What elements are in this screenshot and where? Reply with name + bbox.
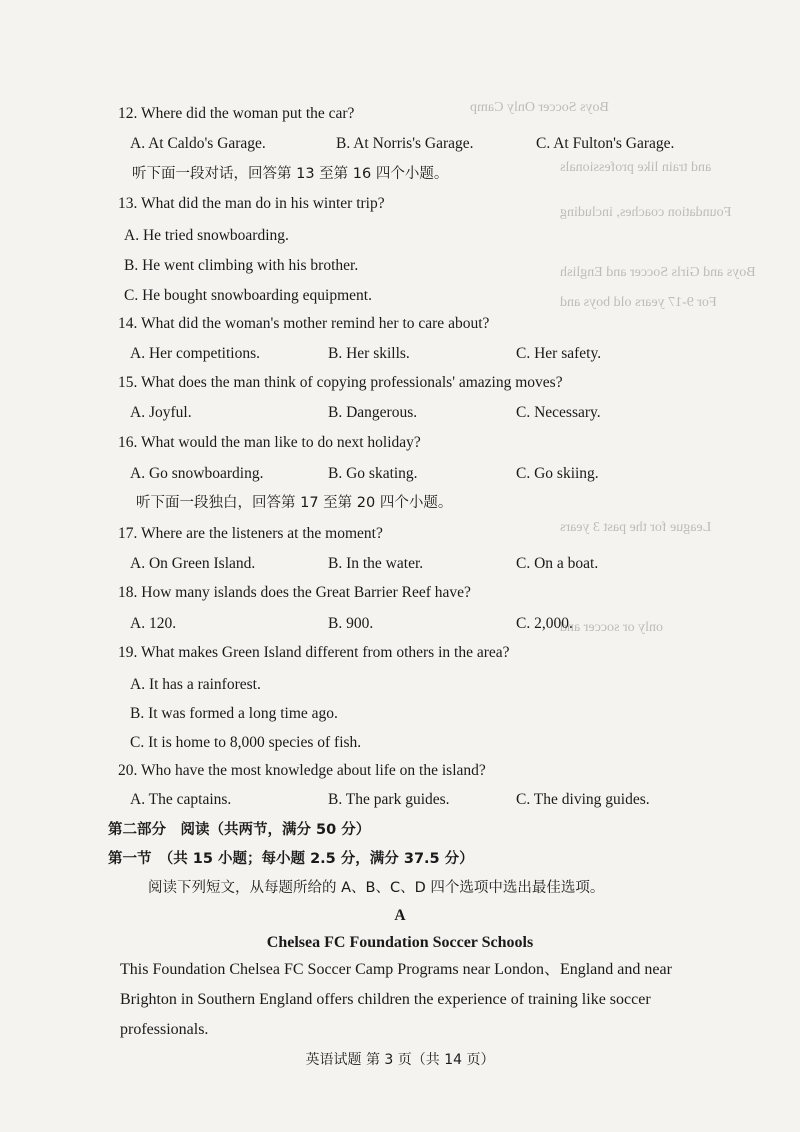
option-c: C. Her safety. [516, 345, 602, 362]
option-a: A. At Caldo's Garage. [130, 135, 266, 152]
option-c: C. On a boat. [516, 555, 599, 572]
option-b: B. In the water. [328, 555, 424, 572]
option-row [130, 403, 730, 423]
section-heading: 第一节 （共 15 小题；每小题 2.5 分，满分 37.5 分） [108, 851, 474, 867]
question-stem: 16. What would the man like to do next holiday? [118, 434, 421, 451]
option-b: B. Go skating. [328, 465, 418, 482]
page-footer: 英语试题 第 3 页（共 14 页） [305, 1052, 495, 1068]
passage-paragraph: This Foundation Chelsea FC Soccer Camp Programs near London、England and near Brighton in Southern England offers children the experience of training like soccer professionals. [120, 961, 672, 1038]
option-c: C. At Fulton's Garage. [536, 135, 675, 152]
option-c: C. He bought snowboarding equipment. [124, 287, 372, 304]
option-b: B. 900. [328, 615, 374, 632]
option-a: A. Joyful. [130, 404, 192, 421]
option-row [130, 464, 730, 484]
show-through-text: only or soccer and [560, 620, 664, 635]
option-b: B. Her skills. [328, 345, 410, 362]
question-stem: 15. What does the man think of copying professionals' amazing moves? [118, 374, 563, 391]
passage-title: Chelsea FC Foundation Soccer Schools [266, 934, 534, 951]
option-a: A. He tried snowboarding. [124, 227, 289, 244]
option-b: B. The park guides. [328, 791, 450, 808]
question-stem: 18. How many islands does the Great Barrier Reef have? [118, 584, 471, 601]
listening-instruction: 听下面一段独白，回答第 17 至第 20 四个小题。 [136, 495, 453, 511]
option-c: C. Go skiing. [516, 465, 599, 482]
show-through-text: Boys Soccer Only Camp [470, 100, 609, 115]
option-a: A. 120. [130, 615, 177, 632]
option-c: C. The diving guides. [516, 791, 650, 808]
part-heading: 第二部分 阅读（共两节，满分 50 分） [108, 822, 371, 838]
question-stem: 13. What did the man do in his winter trip? [118, 195, 385, 212]
show-through-text: Boys and Girls Soccer and English [560, 265, 756, 280]
option-row [130, 614, 730, 634]
show-through-text: and train like professionals [560, 160, 712, 175]
option-c: C. It is home to 8,000 species of fish. [130, 734, 362, 751]
option-b: B. He went climbing with his brother. [124, 257, 359, 274]
question-stem: 17. Where are the listeners at the moment? [118, 525, 383, 542]
option-row [130, 790, 730, 810]
option-c: C. 2,000. [516, 615, 573, 632]
option-a: A. Go snowboarding. [130, 465, 264, 482]
option-b: B. At Norris's Garage. [336, 135, 474, 152]
show-through-text: For 9-17 years old boys and [560, 295, 717, 310]
option-a: A. Her competitions. [130, 345, 261, 362]
option-row [130, 554, 730, 574]
show-through-text: Foundation coaches, including [560, 205, 732, 220]
option-b: B. Dangerous. [328, 404, 418, 421]
option-row [130, 344, 730, 364]
option-a: A. The captains. [130, 791, 232, 808]
option-c: C. Necessary. [516, 404, 601, 421]
option-a: A. On Green Island. [130, 555, 256, 572]
show-through-text: League for the past 3 years [560, 520, 712, 535]
option-a: A. It has a rainforest. [130, 676, 261, 693]
question-stem: 20. Who have the most knowledge about life on the island? [118, 762, 486, 779]
option-b: B. It was formed a long time ago. [130, 705, 338, 722]
question-stem: 19. What makes Green Island different from others in the area? [118, 644, 510, 661]
reading-direction: 阅读下列短文，从每题所给的 A、B、C、D 四个选项中选出最佳选项。 [148, 880, 605, 896]
listening-instruction: 听下面一段对话，回答第 13 至第 16 四个小题。 [132, 166, 449, 182]
passage-letter: A [394, 907, 406, 924]
question-stem: 14. What did the woman's mother remind her to care about? [118, 315, 490, 332]
question-stem: 12. Where did the woman put the car? [118, 105, 355, 122]
option-row [130, 134, 730, 154]
